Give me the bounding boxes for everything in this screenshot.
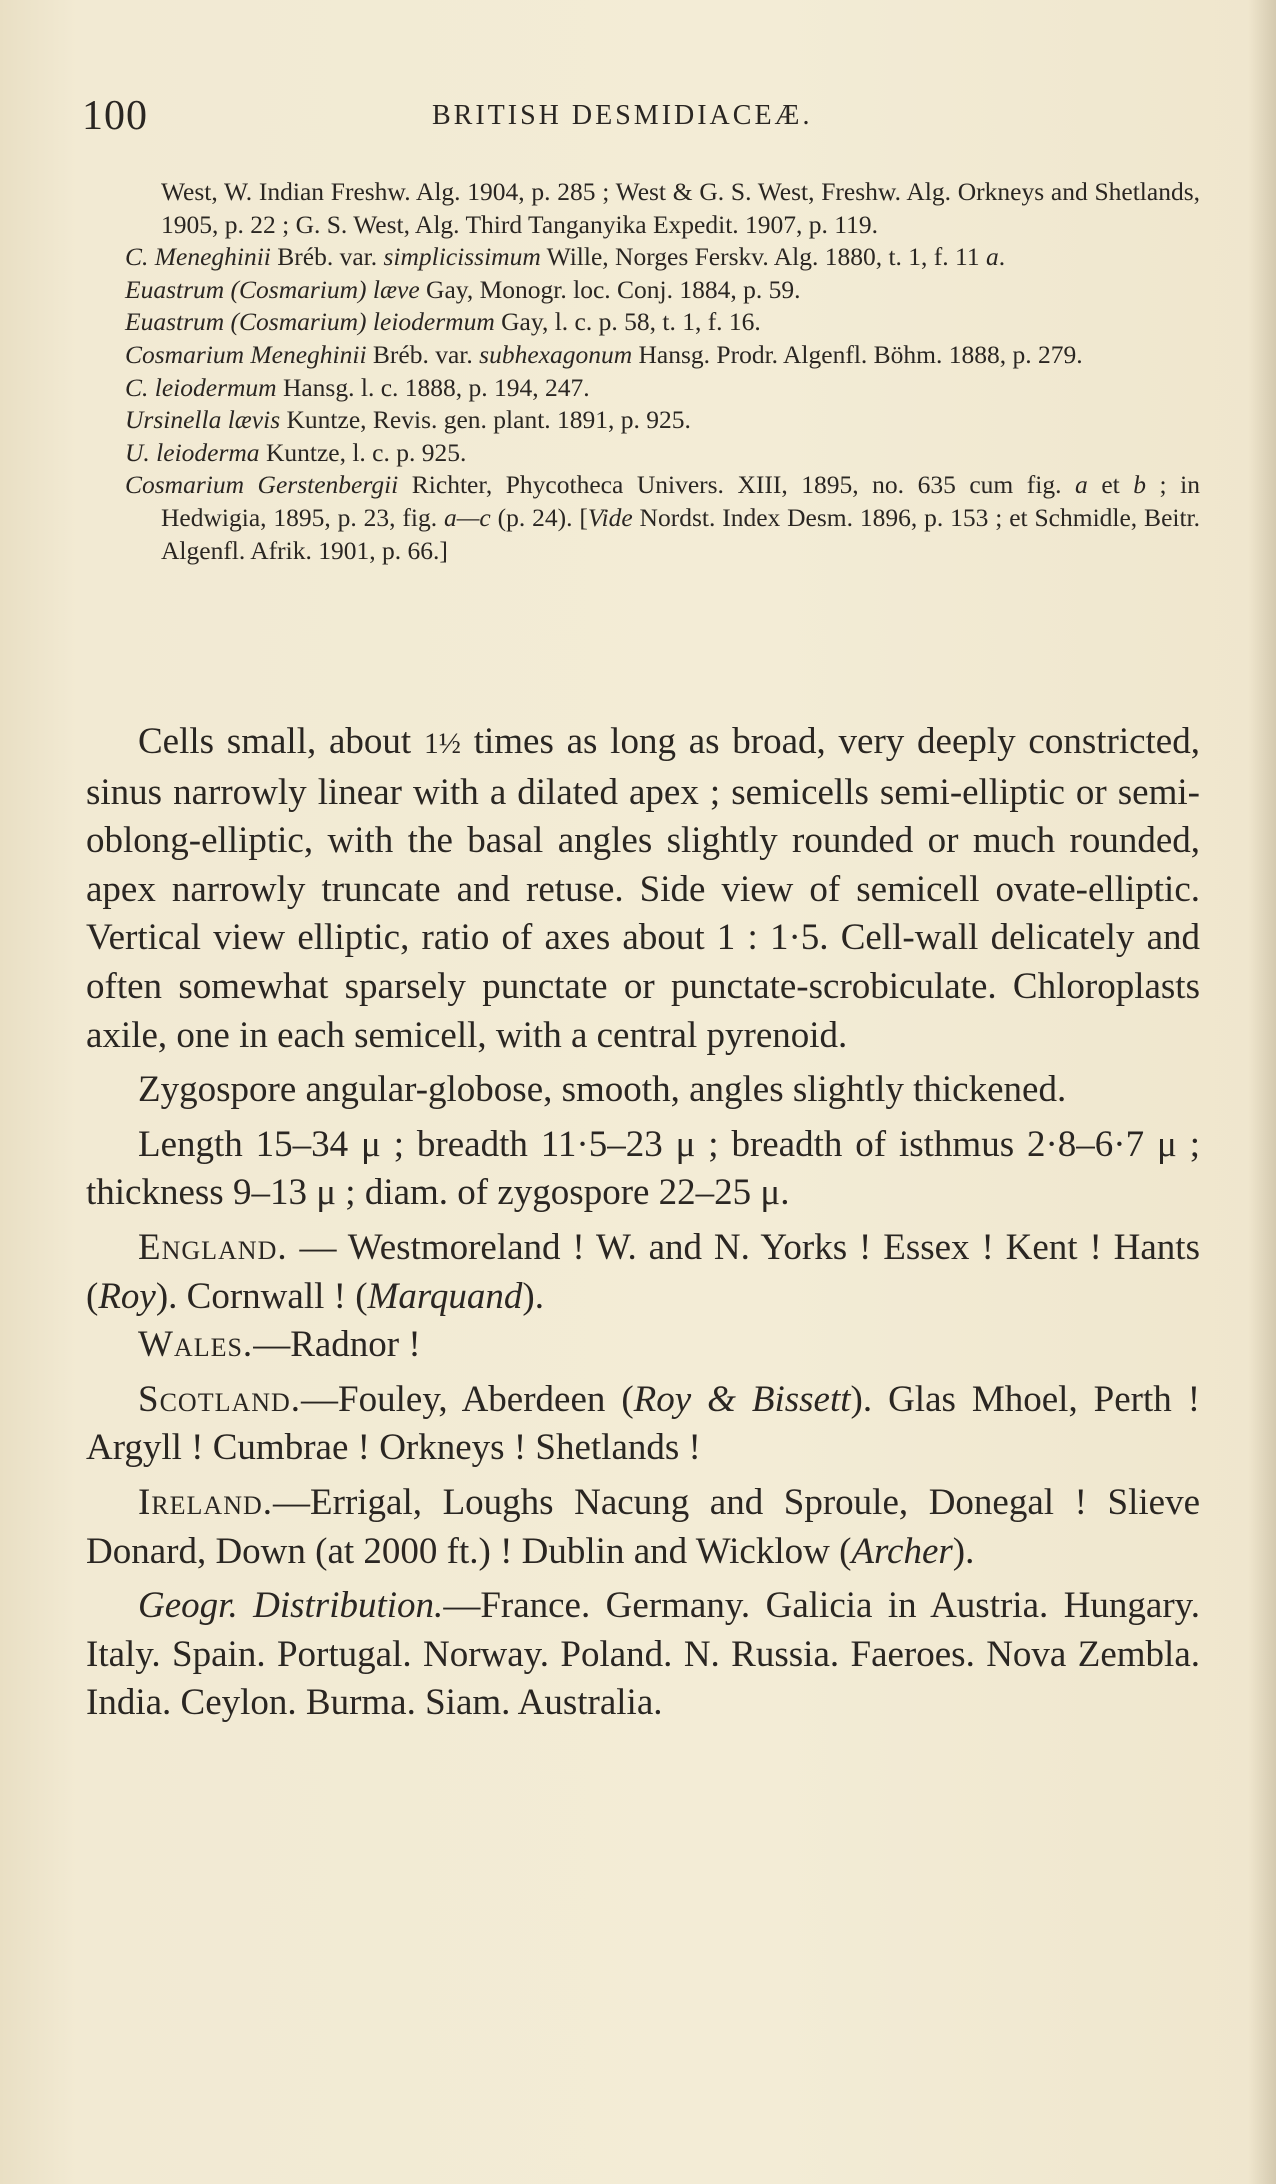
taxon-name: Euastrum (Cosmarium) leiodermum [125, 307, 495, 337]
zygospore-paragraph: Zygospore angular-globose, smooth, angles slightly thickened. [138, 1069, 1067, 1111]
synonymy-text: (p. 24). [ [490, 502, 588, 532]
synonymy-text: Bréb. var. [270, 242, 384, 272]
synonymy-text: Kuntze, Revis. gen. plant. 1891, p. 925. [280, 405, 691, 435]
taxon-name: C. leiodermum [125, 372, 277, 402]
description-paragraph [86, 718, 1200, 1060]
page-header [82, 92, 1202, 152]
taxon-name: Ursinella lævis [125, 405, 281, 435]
taxon-epithet: subhexagonum [479, 339, 633, 369]
locality-text: —Errigal, Loughs Nacung and Sproule, Donegal ! Slieve Donard, Down (at 2000 ft.) ! Dublin and Wicklow ( [86, 1481, 1200, 1572]
locality-text: — Westmoreland ! W. and N. Yorks ! Essex ! Kent ! Hants ( [86, 1226, 1200, 1317]
synonymy-entry [125, 339, 1200, 372]
running-title: BRITISH DESMIDIACEÆ. [432, 100, 813, 131]
vide-word: Vide [587, 502, 633, 532]
synonymy-text: Gay, l. c. p. 58, t. 1, f. 16. [494, 307, 761, 337]
locality-england [86, 1224, 1200, 1321]
fraction: 1½ [423, 728, 461, 760]
synonymy-text: Richter, Phycotheca Univers. XIII, 1895, no. 635 cum fig. [398, 470, 1076, 500]
locality-text: —Fouley, Aberdeen ( [301, 1378, 634, 1420]
synonymy-text: Nordst. Index Desm. 1896, p. 153 ; et Schmidle, Beitr. Algenfl. Afrik. 1901, p. 66.] [161, 502, 1201, 565]
collector-name: Archer [851, 1530, 953, 1572]
taxon-name: U. leioderma [125, 437, 260, 467]
taxon-epithet: simplicissimum [383, 242, 541, 272]
locality-text: ). Glas Mhoel, Perth ! Argyll ! Cumbrae ! Orkneys ! Shetlands ! [86, 1378, 1201, 1469]
locality-ireland [86, 1479, 1200, 1576]
synonymy-text: West, W. Indian Freshw. Alg. 1904, p. 285 ; West & G. S. West, Freshw. Alg. Orkneys and Shetlands, 1905, p. 22 ; G. S. West, Alg. Third Tanganyika Expedit. 1907, p. 119. [161, 177, 1200, 239]
synonymy-text: Gay, Monogr. loc. Conj. 1884, p. 59. [419, 274, 801, 304]
geographic-distribution [86, 1582, 1200, 1728]
region-label: Ireland. [138, 1481, 274, 1523]
collector-name: Marquand [367, 1275, 523, 1317]
taxon-name: C. Meneghinii [125, 242, 271, 272]
synonymy-text: Kuntze, l. c. p. 925. [259, 437, 467, 467]
synonymy-text: Bréb. var. [366, 339, 480, 369]
figure-letter: a [985, 242, 999, 272]
locality-text: ). Cornwall ! ( [155, 1275, 368, 1317]
synonymy-entry [125, 469, 1200, 567]
synonymy-entry [125, 274, 1200, 307]
species-description [86, 718, 1200, 1728]
taxon-name: Cosmarium Gerstenbergii [125, 470, 399, 500]
locality-text: ). [522, 1275, 544, 1317]
synonymy-text: ; in Hedwigia, 1895, p. 23, fig. [161, 470, 1201, 532]
description-text: Cells small, about [138, 721, 424, 762]
synonymy-text: Hansg. Prodr. Algenfl. Böhm. 1888, p. 279. [632, 339, 1083, 369]
region-label: Wales. [138, 1324, 254, 1366]
taxon-name: Euastrum (Cosmarium) læve [125, 274, 420, 304]
synonymy-entry [125, 404, 1200, 437]
synonymy-entry [125, 241, 1200, 274]
synonymy-entry [125, 372, 1200, 405]
synonymy-text: . [998, 242, 1006, 272]
figure-letter: a—c [443, 502, 491, 532]
synonymy-text: Wille, Norges Ferskv. Alg. 1880, t. 1, f. 11 [540, 242, 986, 272]
collector-name: Roy & Bissett [633, 1378, 851, 1420]
locality-text: —Radnor ! [253, 1324, 421, 1366]
description-text: times as long as broad, very deeply constricted, sinus narrowly linear with a dilated apex ; semicells semi-elliptic or semi-oblong-elliptic, with the basal angles slightly rounded or much rounded, apex narrowly truncate and retuse. Side view of semicell ovate-elliptic. Vertical view elliptic, ratio of axes about 1 : 1·5. Cell-wall delicately and often somewhat sparsely punctate or punctate-scrobiculate. Chloroplasts axile, one in each semicell, with a central pyrenoid. [86, 721, 1200, 1056]
collector-name: Roy [98, 1275, 156, 1317]
region-label: England. [138, 1226, 288, 1268]
region-label: Scotland. [138, 1378, 302, 1420]
figure-letter: a [1075, 470, 1088, 500]
synonymy-text: et [1087, 470, 1134, 500]
synonymy-text: Hansg. l. c. 1888, p. 194, 247. [276, 372, 590, 402]
locality-scotland [86, 1376, 1200, 1473]
synonymy-entry [125, 306, 1200, 339]
distribution-label: Geogr. Distribution. [138, 1585, 444, 1627]
taxon-name: Cosmarium Meneghinii [125, 339, 367, 369]
synonymy-entry [125, 176, 1200, 241]
locality-text: ). [952, 1530, 975, 1572]
synonymy-list [125, 176, 1200, 567]
distribution-text: —France. Germany. Galicia in Austria. Hungary. Italy. Spain. Portugal. Norway. Poland. N. Russia. Faeroes. Nova Zembla. India. Ceylon. Burma. Siam. Australia. [86, 1585, 1201, 1724]
page-number: 100 [82, 93, 148, 139]
figure-letter: b [1133, 470, 1147, 500]
locality-wales [86, 1321, 1200, 1370]
synonymy-entry [125, 437, 1200, 470]
page-edge-shadow [1248, 0, 1276, 2184]
measurements-paragraph: Length 15–34 μ ; breadth 11·5–23 μ ; breadth of isthmus 2·8–6·7 μ ; thickness 9–13 μ ; diam. of zygospore 22–25 μ. [86, 1123, 1200, 1214]
